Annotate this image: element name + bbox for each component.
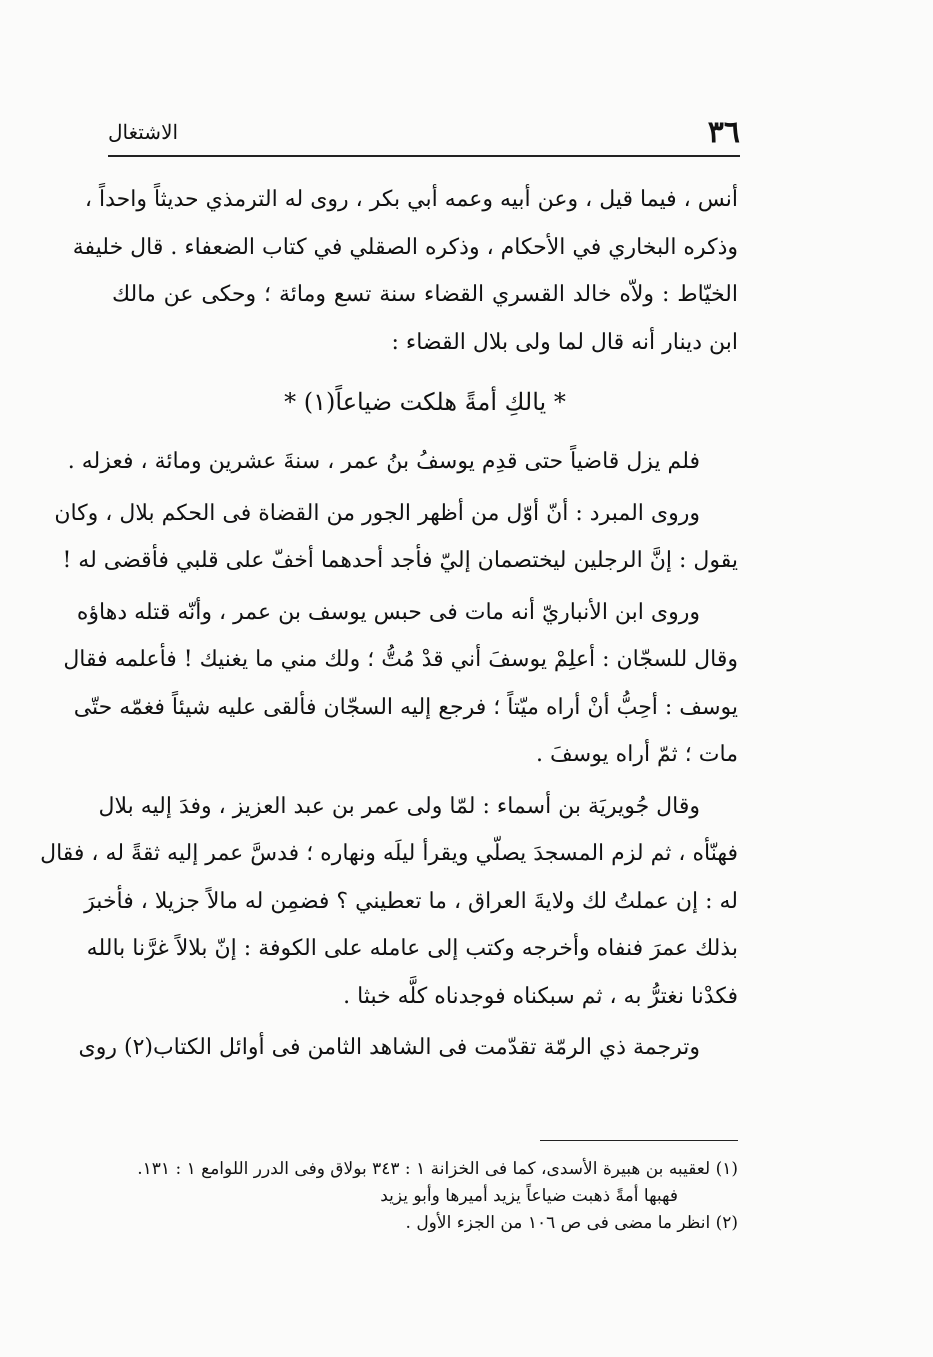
- header-rule: [108, 155, 740, 157]
- verse-line: * يالكِ أمةً هلكت ضياعاً(١) *: [284, 388, 566, 416]
- text-line: فكدْنا نغترُّ به ، ثم سبكناه فوجدناه كلَّه خبثا .: [343, 983, 738, 1009]
- paragraph-1: [72, 176, 738, 366]
- text-line: وروى ابن الأنباريّ أنه مات فى حبس يوسف بن عمر ، وأنّه قتله دهاؤه: [76, 599, 700, 625]
- paragraph-6: [78, 1024, 738, 1072]
- text-line: بذلك عمرَ فنفاه وأخرجه وكتب إلى عامله على الكوفة : إنّ بلالاً غرَّنا بالله: [86, 936, 738, 961]
- paragraph-2: [67, 438, 738, 486]
- footnote-rule: [540, 1140, 738, 1141]
- text-line: وروى المبرد : أنّ أوّل من أظهر الجور من القضاة فى الحكم بلال ، وكان: [54, 500, 700, 526]
- page-number: ٣٦: [707, 114, 740, 150]
- text-line: ابن دينار أنه قال لما ولى بلال القضاء :: [391, 329, 738, 355]
- paragraph-3: [54, 490, 738, 585]
- text-line: يقول : إنَّ الرجلين ليختصمان إليّ فأجد أحدهما أخفّ على قلبي فأقضى له !: [62, 548, 738, 573]
- footnote-2: (٢) انظر ما مضى فى ص ١٠٦ من الجزء الأول .: [405, 1213, 738, 1233]
- text-line: يوسف : أحِبُّ أنْ أراه ميّتاً ؛ فرجع إليه السجّان فألقى عليه شيئاً فغمّه حتّى: [73, 694, 738, 720]
- text-line: له : إن عملتُ لك ولايةَ العراق ، ما تعطيني ؟ فضمِن له مالاً جزيلا ، فأخبرَ: [84, 888, 738, 914]
- main-text: [40, 176, 738, 1072]
- paragraph-4: [63, 589, 738, 779]
- footnotes: [112, 1156, 738, 1237]
- text-line: الخيّاط : ولاّه خالد القسري القضاء سنة تسع ومائة ؛ وحكى عن مالك: [112, 282, 738, 307]
- footnote-1-verse: فهبها أمةً ذهبت ضياعاً يزيد أميرها وأبو يزيد: [380, 1186, 678, 1206]
- text-line: فلم يزل قاضياً حتى قدِم يوسفُ بنُ عمر ، سنةَ عشرين ومائة ، فعزله .: [67, 449, 700, 474]
- text-line: وذكره البخاري في الأحكام ، وذكره الصقلي في كتاب الضعفاء . قال خليفة: [72, 234, 738, 260]
- running-title: الاشتغال: [108, 120, 179, 144]
- text-line: فهنّأه ، ثم لزم المسجدَ يصلّي ويقرأ ليلَه ونهاره ؛ فدسَّ عمر إليه ثقةً له ، فقال: [40, 841, 738, 866]
- footnote-1: (١) لعقيبه بن هبيرة الأسدى، كما فى الخزانة ١ : ٣٤٣ بولاق وفى الدرر اللوامع ١ : ١٣١.: [137, 1159, 738, 1179]
- page-header: [108, 112, 740, 152]
- paragraph-5: [40, 783, 738, 1021]
- text-line: وترجمة ذي الرمّة تقدّمت فى الشاهد الثامن فى أوائل الكتاب(٢) روى: [78, 1035, 700, 1060]
- text-line: وقال للسجّان : أعلِمْ يوسفَ أني قدْ مُتُّ ؛ ولك مني ما يغنيك ! فأعلمه فقال: [63, 647, 738, 672]
- text-line: وقال جُويريَة بن أسماء : لمّا ولى عمر بن عبد العزيز ، وفدَ إليه بلال: [98, 793, 700, 819]
- text-line: مات ؛ ثمّ أراه يوسفَ .: [536, 742, 738, 767]
- text-line: أنس ، فيما قيل ، وعن أبيه وعمه أبي بكر ، روى له الترمذي حديثاً واحداً ،: [84, 187, 738, 212]
